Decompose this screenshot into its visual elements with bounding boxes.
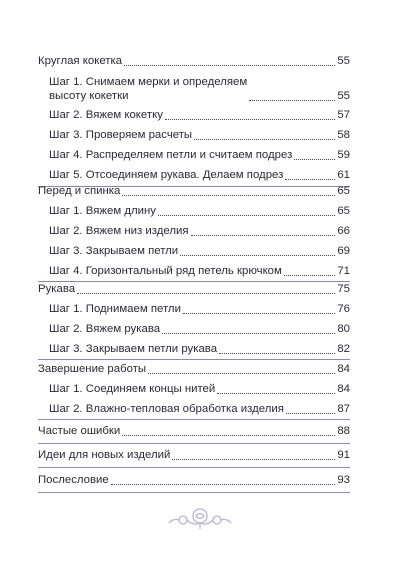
toc-subentry-title: Шаг 1. Снимаем мерки и определяем: [49, 76, 248, 88]
toc-entry-title: Частые ошибки: [38, 425, 121, 437]
toc-section-ideas: [38, 449, 350, 468]
toc-subentry-title: Шаг 2. Влажно-тепловая обработка изделия: [49, 403, 284, 415]
leader-dots: [122, 195, 335, 196]
toc-subentry[interactable]: [38, 225, 350, 238]
toc-subentry-page: 57: [337, 109, 350, 121]
toc-subentry-title: Шаг 4. Горизонтальный ряд петель крючком: [49, 265, 282, 277]
toc-entry-page: 91: [337, 449, 350, 461]
toc-subentry[interactable]: [38, 109, 350, 122]
toc-subentry-page: 66: [337, 225, 350, 237]
toc-subentry-title: Шаг 1. Соединяем концы нитей: [49, 383, 216, 395]
toc-subentry-page: 71: [337, 265, 350, 277]
leader-dots: [180, 255, 335, 256]
toc-section-afterword: [38, 474, 350, 493]
toc-entry[interactable]: [38, 55, 350, 68]
toc-subentry-page: 69: [337, 245, 350, 257]
toc-section-mistakes: [38, 425, 350, 444]
toc-subentry-title: Шаг 2. Вяжем низ изделия: [49, 225, 189, 237]
toc-subentry[interactable]: [38, 343, 350, 356]
toc-subentry-title: Шаг 2. Вяжем рукава: [49, 323, 161, 335]
leader-dots: [172, 459, 335, 460]
leader-dots: [183, 313, 335, 314]
toc-subentry-title: Шаг 2. Вяжем кокетку: [49, 109, 163, 121]
toc-subentry-page: 58: [337, 129, 350, 141]
toc-subentry[interactable]: [38, 169, 350, 182]
toc-subentry-title: Шаг 5. Отсоединяем рукава. Делаем подрез: [49, 169, 284, 181]
toc-section-finishing: [38, 363, 350, 420]
toc-entry[interactable]: [38, 363, 350, 376]
toc-entry-page: 93: [337, 474, 350, 486]
toc-entry-page: 75: [337, 283, 350, 295]
toc-section-yoke: [38, 55, 350, 187]
toc-subentry-page: 87: [337, 403, 350, 415]
leader-dots: [111, 484, 336, 485]
toc-subentry-title: Шаг 3. Проверяем расчеты: [49, 129, 193, 141]
toc-subentry[interactable]: [38, 265, 350, 278]
leader-dots: [77, 293, 335, 294]
toc-subentry-page: 76: [337, 303, 350, 315]
toc-subentry-title: Шаг 3. Закрываем петли: [49, 245, 179, 257]
toc-subentry-title: Шаг 3. Закрываем петли рукава: [49, 343, 218, 355]
toc-subentry-page: 82: [337, 343, 350, 355]
toc-subentry-page: 55: [337, 90, 350, 102]
toc-section-front-back: [38, 185, 350, 282]
toc-entry[interactable]: [38, 449, 350, 462]
toc-subentry[interactable]: [38, 245, 350, 258]
toc-subentry-page: 80: [337, 323, 350, 335]
toc-subentry-title: Шаг 1. Вяжем длину: [49, 205, 156, 217]
toc-subentry[interactable]: [38, 323, 350, 336]
toc-entry-page: 88: [337, 425, 350, 437]
toc-subentry-page: 59: [337, 149, 350, 161]
toc-entry[interactable]: [38, 474, 350, 487]
leader-dots: [158, 215, 335, 216]
leader-dots: [217, 393, 335, 394]
leader-dots: [124, 65, 335, 66]
toc-entry[interactable]: [38, 283, 350, 296]
leader-dots: [191, 235, 336, 236]
leader-dots: [284, 275, 335, 276]
toc-section-sleeves: [38, 283, 350, 360]
toc-subentry-title-cont: высоту кокетки: [49, 90, 129, 102]
leader-dots: [294, 159, 335, 160]
leader-dots: [148, 373, 335, 374]
toc-subentry[interactable]: [38, 129, 350, 142]
toc-subentry[interactable]: [38, 149, 350, 162]
toc-entry[interactable]: [38, 185, 350, 198]
toc-entry-title: Завершение работы: [38, 363, 147, 375]
leader-dots: [286, 413, 335, 414]
toc-subentry-page: 65: [337, 205, 350, 217]
toc-subentry-page: 84: [337, 383, 350, 395]
leader-dots: [162, 333, 335, 334]
toc-entry-page: 55: [337, 55, 350, 67]
toc-entry-page: 84: [337, 363, 350, 375]
toc-entry-title: Круглая кокетка: [38, 55, 123, 67]
toc-entry-title: Рукава: [38, 283, 76, 295]
toc-entry[interactable]: [38, 425, 350, 438]
toc-subentry[interactable]: [38, 303, 350, 316]
toc-entry-title: Перед и спинка: [38, 185, 121, 197]
toc-subentry[interactable]: [38, 403, 350, 416]
rose-flourish-icon: [165, 505, 235, 531]
leader-dots: [122, 435, 335, 436]
toc-subentry[interactable]: [38, 75, 350, 103]
toc-subentry[interactable]: [38, 205, 350, 218]
toc-subentry-page: 61: [337, 169, 350, 181]
leader-dots: [194, 139, 335, 140]
leader-dots: [165, 119, 335, 120]
toc-subentry[interactable]: [38, 383, 350, 396]
leader-dots: [249, 100, 335, 101]
toc-subentry-title: Шаг 1. Поднимаем петли: [49, 303, 181, 315]
toc-entry-page: 65: [337, 185, 350, 197]
toc-entry-title: Идеи для новых изделий: [38, 449, 171, 461]
leader-dots: [285, 179, 335, 180]
toc-entry-title: Послесловие: [38, 474, 109, 486]
leader-dots: [219, 353, 335, 354]
toc-subentry-title: Шаг 4. Распределяем петли и считаем подрез: [49, 149, 293, 161]
